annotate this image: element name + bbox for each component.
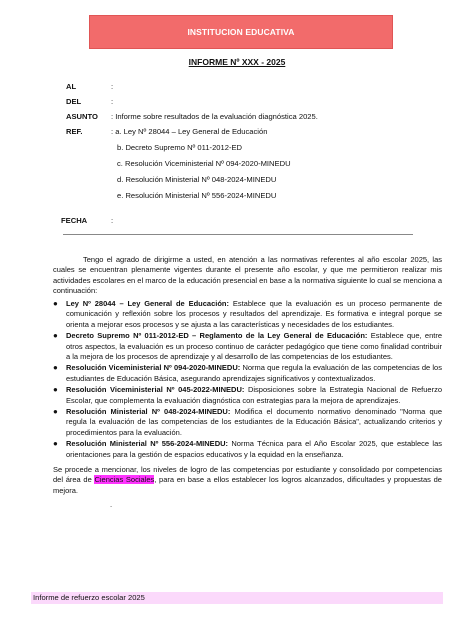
report-title: INFORME Nº XXX - 2025 [188, 57, 286, 67]
stray-dot: . [110, 500, 113, 509]
bullet-text: Norma que regula la evaluación de las competencias de los estudiantes de Educación Básica, asegurando aprendizajes significativos y contextualizados. [66, 363, 442, 383]
intro-paragraph: Tengo el agrado de dirigirme a usted, en atención a las normativas referentes al año escolar 2025, las cuales se encuentran plenamente vigentes durante el presente año escolar, y que me permitieron realizar mis actividades escolares en el marco de la educación presencial en base a la normativa siguiente lo cual se menciona a continuación: [53, 255, 442, 296]
bullet-title: Decreto Supremo Nº 011-2012-ED – Reglamento de la Ley General de Educación: [66, 331, 368, 341]
bullet-icon: ● [53, 363, 58, 373]
bullet-text: Disposiciones sobre la Estrategia Nacional de Refuerzo Escolar, que complementa la evaluación diagnóstica con estrategias para la mejora de aprendizajes. [66, 385, 442, 405]
ref-item-b: b. Decreto Supremo Nº 011-2012-ED [117, 143, 243, 152]
bullet-icon: ● [53, 299, 58, 308]
list-item [53, 439, 442, 460]
list-item [53, 363, 442, 384]
bullet-icon: ● [53, 385, 58, 395]
bullet-title: Resolución Ministerial Nº 556-2024-MINEDU: [66, 439, 229, 449]
fecha-label: FECHA [61, 216, 88, 225]
normative-list [53, 299, 442, 461]
bullet-title: Resolución Viceministerial Nº 045-2022-MINEDU: [66, 385, 245, 395]
closing-text-before: Se procede a mencionar, los niveles de logro de las competencias por estudiante y consolidado por competencias del área de [53, 465, 442, 485]
bullet-text: Establece que, entre otros aspectos, la evaluación es un proceso continuo de carácter pedagógico que tiene como finalidad contribuir a la mejora de los procesos de aprendizaje y al desarrollo de las competencias de los estudiantes. [66, 331, 442, 362]
ref-item-d: d. Resolución Ministerial Nº 048-2024-MINEDU [117, 175, 277, 184]
bullet-icon: ● [53, 439, 58, 449]
bullet-text: Modifica el documento normativo denominado "Norma que regula la evaluación de las competencias de los estudiantes de la Educación Básica", actualizando criterios y procedimientos para la evaluación. [66, 407, 442, 437]
list-item [53, 407, 442, 438]
asunto-value: : Informe sobre resultados de la evaluación diagnóstica 2025. [111, 112, 318, 121]
closing-paragraph [53, 465, 442, 496]
page-footer: Informe de refuerzo escolar 2025 [31, 592, 443, 604]
bullet-icon: ● [53, 331, 58, 341]
highlighted-area-name: Ciencias Sociales [94, 475, 155, 485]
bullet-title: Resolución Viceministerial Nº 094-2020-MINEDU: [66, 363, 241, 373]
ref-item-e: e. Resolución Ministerial Nº 556-2024-MINEDU [117, 191, 277, 200]
ref-item-a: : a. Ley Nº 28044 – Ley General de Educación [111, 127, 268, 136]
list-item [53, 299, 442, 330]
al-colon: : [111, 82, 114, 91]
header-divider [63, 234, 413, 235]
list-item [53, 331, 442, 362]
bullet-title: Resolución Ministerial Nº 048-2024-MINEDU: [66, 407, 231, 417]
ref-item-c: c. Resolución Viceministerial Nº 094-2020-MINEDU [117, 159, 291, 168]
fecha-colon: : [111, 216, 114, 225]
asunto-label: ASUNTO [66, 112, 98, 121]
institution-banner: INSTITUCION EDUCATIVA [89, 15, 393, 49]
closing-text-after: , para en base a ellos establecer los logros alcanzados, dificultades y propuestas de mejora. [53, 475, 442, 495]
list-item [53, 385, 442, 406]
bullet-text: Establece que la evaluación es un proceso permanente de comunicación y reflexión sobre los procesos y resultados del aprendizaje. Es formativa e integral porque se orienta a mejorar esos procesos y se ajusta a las características y necesidades de los estudiantes. [66, 299, 442, 329]
bullet-title: Ley Nº 28044 – Ley General de Educación: [66, 299, 229, 308]
bullet-icon: ● [53, 407, 58, 417]
al-label: AL [66, 82, 77, 91]
ref-label: REF. [66, 127, 83, 136]
del-label: DEL [66, 97, 82, 106]
del-colon: : [111, 97, 114, 106]
bullet-text: Norma Técnica para el Año Escolar 2025, que establece las orientaciones para la gestión de espacios educativos y la equidad en la enseñanza. [66, 439, 443, 459]
